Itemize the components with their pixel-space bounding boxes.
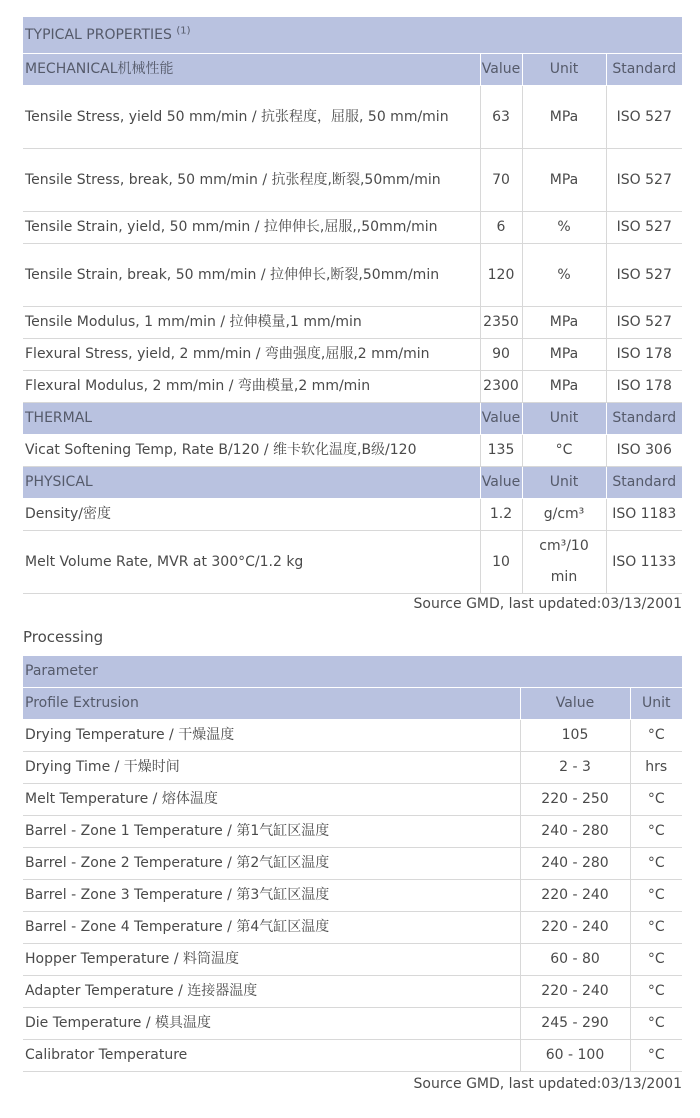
parameter-value: 220 - 250 xyxy=(520,784,630,816)
parameter-unit: °C xyxy=(630,1040,682,1072)
section-header-row xyxy=(23,403,682,435)
parameter-header-row xyxy=(23,656,682,688)
parameter-header: Parameter xyxy=(23,656,682,688)
property-standard: ISO 178 xyxy=(606,339,682,371)
value-column-header: Value xyxy=(480,54,522,86)
parameter-unit: hrs xyxy=(630,752,682,784)
properties-title-note: (1) xyxy=(176,25,191,37)
property-value: 120 xyxy=(480,244,522,307)
property-row xyxy=(23,435,682,467)
property-row xyxy=(23,307,682,339)
parameter-unit: °C xyxy=(630,912,682,944)
property-standard: ISO 527 xyxy=(606,244,682,307)
value-column-header: Value xyxy=(520,688,630,720)
parameter-value: 220 - 240 xyxy=(520,912,630,944)
processing-row xyxy=(23,720,682,752)
processing-table xyxy=(23,656,682,1072)
property-label: Vicat Softening Temp, Rate B/120 / 维卡软化温度,B级/120 xyxy=(23,435,480,467)
property-unit: MPa xyxy=(522,86,606,149)
section-header-row xyxy=(23,54,682,86)
property-standard: ISO 527 xyxy=(606,149,682,212)
parameter-unit: °C xyxy=(630,784,682,816)
property-standard: ISO 178 xyxy=(606,371,682,403)
processing-row xyxy=(23,976,682,1008)
property-unit: cm³/10 min xyxy=(522,531,606,594)
parameter-label: Adapter Temperature / 连接器温度 xyxy=(23,976,520,1008)
parameter-label: Barrel - Zone 1 Temperature / 第1气缸区温度 xyxy=(23,816,520,848)
property-value: 2350 xyxy=(480,307,522,339)
parameter-value: 245 - 290 xyxy=(520,1008,630,1040)
property-unit: % xyxy=(522,212,606,244)
parameter-label: Die Temperature / 模具温度 xyxy=(23,1008,520,1040)
property-unit: MPa xyxy=(522,149,606,212)
property-unit: MPa xyxy=(522,307,606,339)
section-name: PHYSICAL xyxy=(23,467,480,499)
property-unit: % xyxy=(522,244,606,307)
value-column-header: Value xyxy=(480,467,522,499)
property-row xyxy=(23,149,682,212)
property-row xyxy=(23,371,682,403)
property-standard: ISO 1133 xyxy=(606,531,682,594)
property-standard: ISO 306 xyxy=(606,435,682,467)
property-label: Tensile Stress, yield 50 mm/min / 抗张程度，屈服, 50 mm/min xyxy=(23,86,480,149)
profile-extrusion-header-row xyxy=(23,688,682,720)
property-unit: °C xyxy=(522,435,606,467)
property-value: 10 xyxy=(480,531,522,594)
parameter-value: 105 xyxy=(520,720,630,752)
property-label: Flexural Stress, yield, 2 mm/min / 弯曲强度,屈服,2 mm/min xyxy=(23,339,480,371)
property-label: Tensile Modulus, 1 mm/min / 拉伸模量,1 mm/min xyxy=(23,307,480,339)
property-row xyxy=(23,339,682,371)
unit-column-header: Unit xyxy=(630,688,682,720)
processing-row xyxy=(23,912,682,944)
processing-row xyxy=(23,944,682,976)
property-value: 70 xyxy=(480,149,522,212)
parameter-label: Drying Time / 干燥时间 xyxy=(23,752,520,784)
processing-label: Processing xyxy=(23,628,104,646)
parameter-value: 240 - 280 xyxy=(520,816,630,848)
parameter-value: 240 - 280 xyxy=(520,848,630,880)
parameter-unit: °C xyxy=(630,720,682,752)
property-unit: MPa xyxy=(522,371,606,403)
properties-title-text: TYPICAL PROPERTIES xyxy=(25,27,172,43)
property-label: Flexural Modulus, 2 mm/min / 弯曲模量,2 mm/min xyxy=(23,371,480,403)
processing-row xyxy=(23,816,682,848)
parameter-label: Calibrator Temperature xyxy=(23,1040,520,1072)
property-label: Tensile Strain, yield, 50 mm/min / 拉伸伸长,屈服,,50mm/min xyxy=(23,212,480,244)
parameter-unit: °C xyxy=(630,1008,682,1040)
parameter-label: Hopper Temperature / 料筒温度 xyxy=(23,944,520,976)
parameter-value: 220 - 240 xyxy=(520,976,630,1008)
standard-column-header: Standard xyxy=(606,54,682,86)
processing-row xyxy=(23,1040,682,1072)
property-value: 1.2 xyxy=(480,499,522,531)
processing-source-note: Source GMD, last updated:03/13/2001 xyxy=(413,1076,682,1092)
property-row xyxy=(23,212,682,244)
parameter-unit: °C xyxy=(630,816,682,848)
parameter-value: 60 - 100 xyxy=(520,1040,630,1072)
property-row xyxy=(23,86,682,149)
parameter-label: Barrel - Zone 2 Temperature / 第2气缸区温度 xyxy=(23,848,520,880)
properties-title xyxy=(23,17,682,54)
property-standard: ISO 527 xyxy=(606,86,682,149)
processing-row xyxy=(23,848,682,880)
profile-extrusion-header: Profile Extrusion xyxy=(23,688,520,720)
parameter-unit: °C xyxy=(630,880,682,912)
property-value: 90 xyxy=(480,339,522,371)
property-value: 135 xyxy=(480,435,522,467)
processing-row xyxy=(23,784,682,816)
standard-column-header: Standard xyxy=(606,403,682,435)
property-standard: ISO 527 xyxy=(606,212,682,244)
section-name: THERMAL xyxy=(23,403,480,435)
property-standard: ISO 1183 xyxy=(606,499,682,531)
property-label: Tensile Stress, break, 50 mm/min / 抗张程度,断裂,50mm/min xyxy=(23,149,480,212)
typical-properties-table xyxy=(23,17,682,594)
parameter-label: Barrel - Zone 4 Temperature / 第4气缸区温度 xyxy=(23,912,520,944)
standard-column-header: Standard xyxy=(606,467,682,499)
parameter-value: 2 - 3 xyxy=(520,752,630,784)
property-row xyxy=(23,244,682,307)
unit-column-header: Unit xyxy=(522,54,606,86)
property-label: Tensile Strain, break, 50 mm/min / 拉伸伸长,断裂,50mm/min xyxy=(23,244,480,307)
processing-row xyxy=(23,1008,682,1040)
parameter-value: 60 - 80 xyxy=(520,944,630,976)
parameter-unit: °C xyxy=(630,976,682,1008)
property-row xyxy=(23,531,682,594)
processing-row xyxy=(23,752,682,784)
property-unit: g/cm³ xyxy=(522,499,606,531)
property-value: 6 xyxy=(480,212,522,244)
property-standard: ISO 527 xyxy=(606,307,682,339)
parameter-value: 220 - 240 xyxy=(520,880,630,912)
properties-source-note: Source GMD, last updated:03/13/2001 xyxy=(413,596,682,612)
section-name: MECHANICAL机械性能 xyxy=(23,54,480,86)
value-column-header: Value xyxy=(480,403,522,435)
property-label: Density/密度 xyxy=(23,499,480,531)
property-label: Melt Volume Rate, MVR at 300°C/1.2 kg xyxy=(23,531,480,594)
unit-column-header: Unit xyxy=(522,403,606,435)
property-value: 63 xyxy=(480,86,522,149)
property-value: 2300 xyxy=(480,371,522,403)
parameter-label: Barrel - Zone 3 Temperature / 第3气缸区温度 xyxy=(23,880,520,912)
unit-column-header: Unit xyxy=(522,467,606,499)
parameter-label: Melt Temperature / 熔体温度 xyxy=(23,784,520,816)
parameter-unit: °C xyxy=(630,944,682,976)
parameter-unit: °C xyxy=(630,848,682,880)
properties-title-row xyxy=(23,17,682,54)
section-header-row xyxy=(23,467,682,499)
property-unit: MPa xyxy=(522,339,606,371)
processing-row xyxy=(23,880,682,912)
property-row xyxy=(23,499,682,531)
parameter-label: Drying Temperature / 干燥温度 xyxy=(23,720,520,752)
